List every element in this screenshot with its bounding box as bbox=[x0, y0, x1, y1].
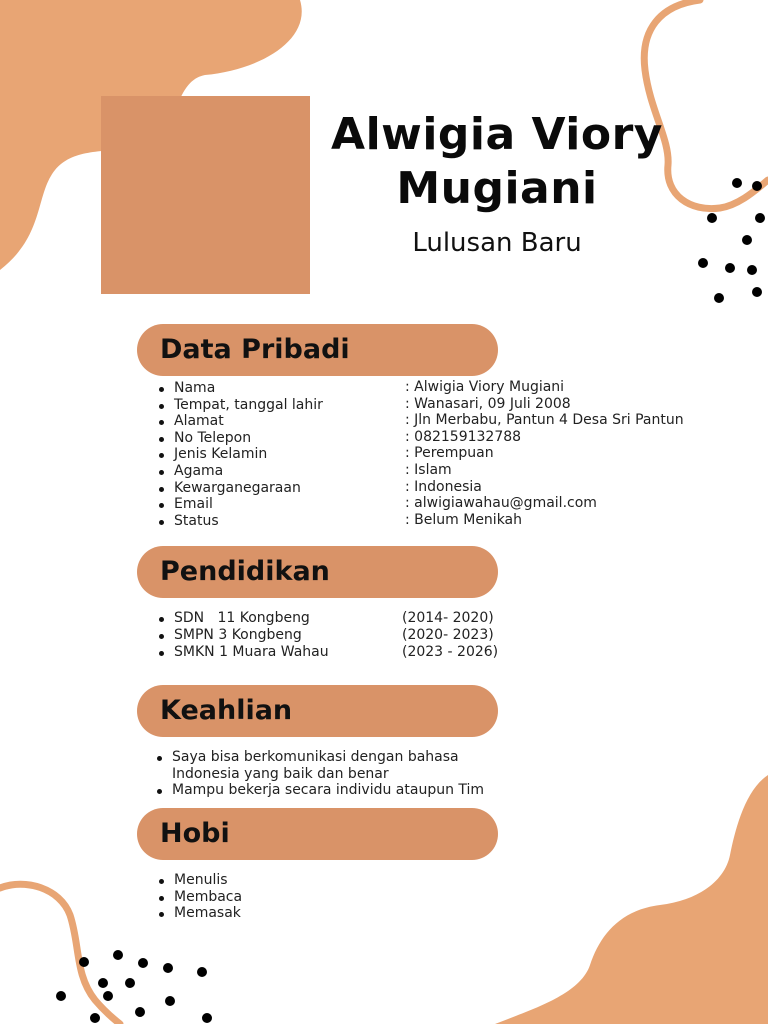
value-item: : Jln Merbabu, Pantun 4 Desa Sri Pantun bbox=[405, 412, 684, 429]
subtitle: Lulusan Baru bbox=[412, 228, 582, 258]
bottom-right-blob bbox=[495, 775, 768, 1024]
value-item: : Islam bbox=[405, 461, 452, 478]
list-item: Mampu bekerja secara individu ataupun Tim bbox=[155, 782, 492, 799]
value-item: : Indonesia bbox=[405, 478, 482, 495]
list-item: SDN 11 Kongbeng bbox=[157, 610, 329, 627]
year-item: (2023 - 2026) bbox=[402, 643, 499, 660]
section-header-pendidikan bbox=[137, 546, 498, 598]
value-item: : Perempuan bbox=[405, 445, 494, 462]
full-name-line-2: Mugiani bbox=[396, 163, 598, 214]
section-header-data-pribadi bbox=[137, 324, 498, 376]
section-header-keahlian bbox=[137, 685, 498, 737]
value-item: : 082159132788 bbox=[405, 428, 522, 445]
skills-list bbox=[155, 749, 492, 799]
year-item: (2020- 2023) bbox=[402, 626, 494, 643]
list-item: No Telepon bbox=[157, 430, 323, 447]
value-item: : Wanasari, 09 Juli 2008 bbox=[405, 395, 571, 412]
list-item: Alamat bbox=[157, 413, 323, 430]
value-item: : alwigiawahau@gmail.com bbox=[405, 495, 597, 512]
list-item: Memasak bbox=[157, 905, 242, 922]
list-item: Nama bbox=[157, 380, 323, 397]
personal-data-values bbox=[405, 379, 684, 528]
list-item: Kewarganegaraan bbox=[157, 480, 323, 497]
list-item: SMPN 3 Kongbeng bbox=[157, 627, 329, 644]
personal-data-labels bbox=[157, 380, 323, 529]
list-item: Menulis bbox=[157, 872, 242, 889]
year-item: (2014- 2020) bbox=[402, 610, 494, 626]
full-name-line-1: Alwigia Viory bbox=[331, 109, 663, 160]
dots-top-right bbox=[698, 178, 765, 303]
section-title-hobi: Hobi bbox=[160, 817, 230, 849]
section-title-data-pribadi: Data Pribadi bbox=[160, 333, 350, 365]
value-item: : Belum Menikah bbox=[405, 511, 523, 528]
list-item: SMKN 1 Muara Wahau bbox=[157, 644, 329, 661]
profile-photo-placeholder bbox=[101, 96, 310, 294]
section-header-hobi bbox=[137, 808, 498, 860]
education-years bbox=[402, 610, 498, 660]
list-item: Saya bisa berkomunikasi dengan bahasa Indonesia yang baik dan benar bbox=[155, 749, 492, 782]
full-name bbox=[312, 108, 682, 216]
section-title-keahlian: Keahlian bbox=[160, 694, 293, 726]
list-item: Email bbox=[157, 496, 323, 513]
dots-bottom-left bbox=[56, 950, 212, 1023]
bottom-left-loop-line bbox=[0, 884, 120, 1024]
list-item: Jenis Kelamin bbox=[157, 446, 323, 463]
list-item: Status bbox=[157, 513, 323, 530]
list-item: Tempat, tanggal lahir bbox=[157, 397, 323, 414]
education-list bbox=[157, 610, 329, 660]
section-title-pendidikan: Pendidikan bbox=[160, 555, 330, 587]
hobbies-list bbox=[157, 872, 242, 922]
value-item: : Alwigia Viory Mugiani bbox=[405, 379, 565, 395]
list-item: Membaca bbox=[157, 889, 242, 906]
list-item: Agama bbox=[157, 463, 323, 480]
